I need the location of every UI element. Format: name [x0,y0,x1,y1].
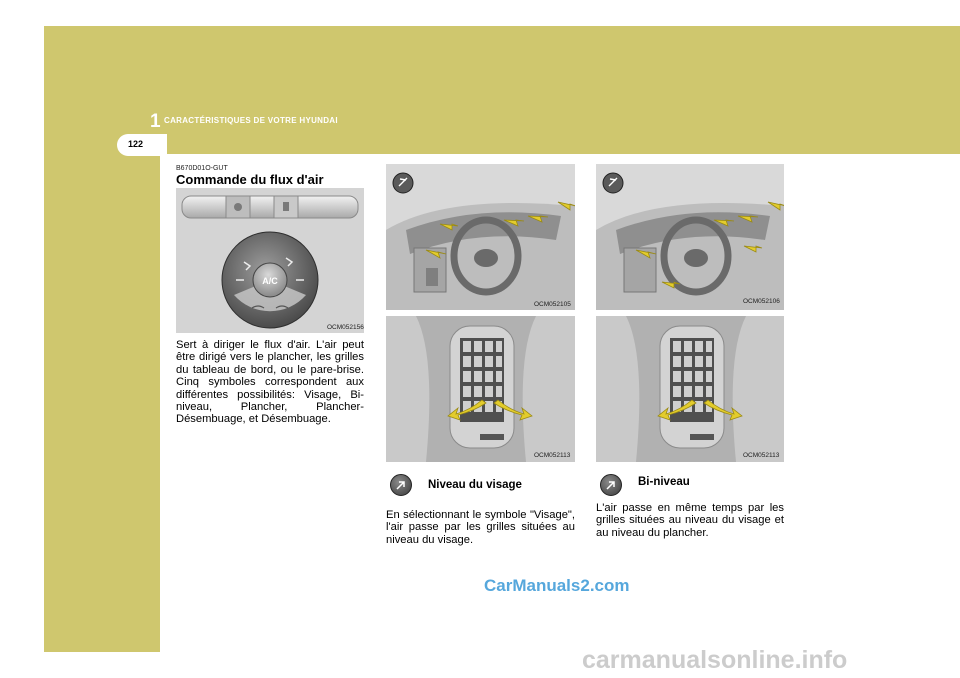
section-heading: Commande du flux d'air [176,172,324,187]
watermark-carmanualsonline[interactable]: carmanualsonline.info [582,646,848,674]
mode-heading-face: Niveau du visage [428,479,522,491]
face-mode-icon [390,474,412,496]
dashboard-bilevel-illustration [596,164,784,310]
bilevel-mode-icon [603,173,623,193]
airflow-control-illustration [176,188,364,333]
bilevel-mode-icon [600,474,622,496]
figure-code: OCM052113 [743,452,780,459]
vent-face-figure [386,316,575,462]
dashboard-face-figure [386,164,575,310]
page-number: 122 [128,139,144,149]
watermark-carmanuals2[interactable]: CarManuals2.com [484,576,630,595]
figure-code: OCM052156 [327,324,364,331]
mode-body-face: En sélectionnant le symbole "Visage", l'air passe par les grilles situées au niveau du visage. [386,509,575,546]
chapter-title: CARACTÉRISTIQUES DE VOTRE HYUNDAI [164,116,338,125]
vent-face-illustration [386,316,575,462]
vent-bilevel-illustration [596,316,784,462]
figure-code: OCM052105 [534,301,571,308]
figure-code: OCM052113 [534,452,571,459]
vent-bilevel-figure [596,316,784,462]
ac-label: A/C [262,276,278,286]
face-mode-icon [393,173,413,193]
dashboard-bilevel-figure [596,164,784,310]
dashboard-face-illustration [386,164,575,310]
figure-code: OCM052106 [743,298,780,305]
mode-heading-bilevel: Bi-niveau [638,476,690,488]
section-code: B670D01O-GUT [176,165,228,172]
airflow-control-figure [176,188,364,333]
mode-body-bilevel: L'air passe en même temps par les grilles situées au niveau du visage et au niveau du plancher. [596,502,784,539]
chapter-number: 1 [150,111,161,132]
section-body: Sert à diriger le flux d'air. L'air peut être dirigé vers le plancher, les grilles du tableau de bord, ou le pare-brise. Cinq symboles correspondent aux différentes possibilités: Visage, Bi-niveau, Plancher, Plancher-Désembuage, et Désembuage. [176,339,364,426]
